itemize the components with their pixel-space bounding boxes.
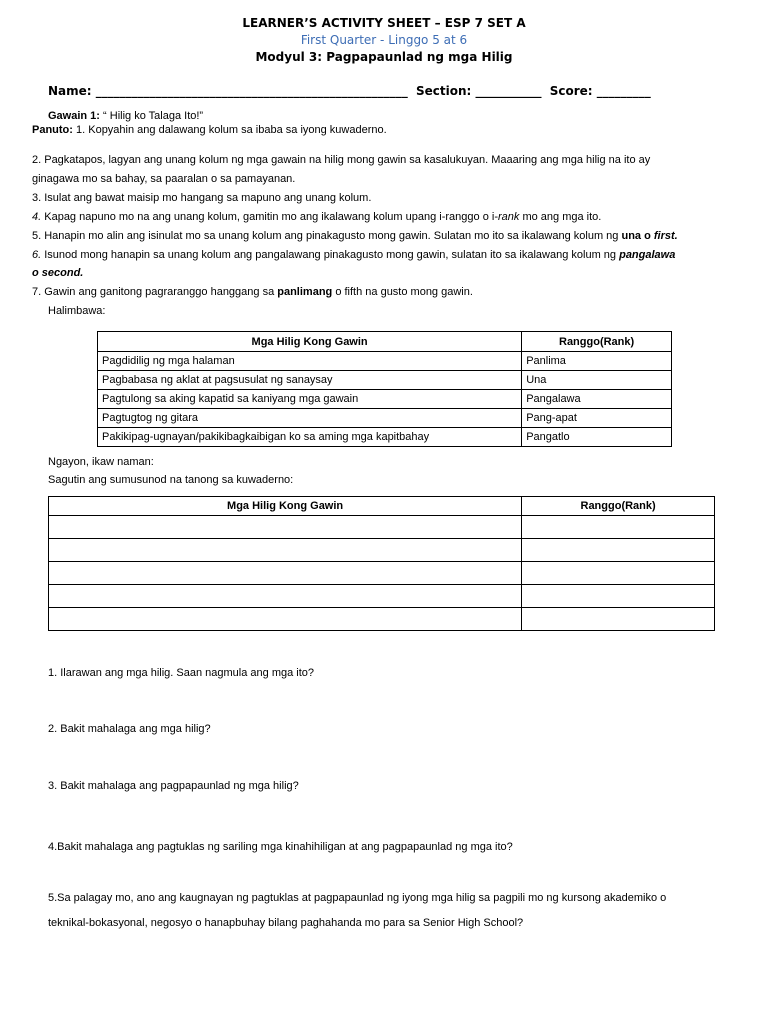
score-label: Score: — [549, 84, 593, 98]
halimbawa-label: Halimbawa: — [48, 305, 106, 317]
info-line — [48, 84, 651, 98]
gawain-heading — [48, 109, 203, 123]
column-header: Mga Hilig Kong Gawin — [98, 332, 522, 352]
worksheet-title: LEARNER’S ACTIVITY SHEET – ESP 7 SET A — [242, 16, 526, 30]
section-label: Section: — [415, 84, 472, 98]
panuto-text: 1. Kopyahin ang dalawang kolum sa ibaba sa iyong kuwaderno. — [72, 124, 387, 136]
hilig-answer-cell[interactable] — [49, 539, 522, 562]
panuto-label: Panuto: — [32, 124, 73, 136]
answer-table — [48, 496, 715, 631]
section-blank[interactable]: ___________ — [475, 84, 542, 98]
column-header: Mga Hilig Kong Gawin — [49, 497, 522, 516]
table-cell: Pagtugtog ng gitara — [98, 409, 522, 428]
answer-prompt: Sagutin ang sumusunod na tanong sa kuwaderno: — [48, 474, 294, 486]
table-row[interactable] — [49, 585, 715, 608]
quarter-subtitle: First Quarter - Linggo 5 at 6 — [300, 33, 468, 47]
question-5-line2: teknikal-bokasyonal, negosyo o hanapbuhay bilang paghahanda mo para sa Senior High School? — [48, 917, 524, 929]
name-blank[interactable]: ____________________________________________________ — [95, 84, 408, 98]
table-header-row — [98, 332, 672, 352]
name-label: Name: — [48, 84, 92, 98]
question-2: 2. Bakit mahalaga ang mga hilig? — [48, 723, 211, 735]
hilig-answer-cell[interactable] — [49, 608, 522, 631]
rank-answer-cell[interactable] — [522, 608, 715, 631]
table-cell: Pang-apat — [522, 409, 672, 428]
table-row — [98, 371, 672, 390]
table-cell: Pakikipag-ugnayan/pakikibagkaibigan ko sa aming mga kapitbahay — [98, 428, 522, 447]
instruction-3: 3. Isulat ang bawat maisip mo hangang sa mapuno ang unang kolum. — [32, 192, 372, 204]
table-header-row — [49, 497, 715, 516]
question-3: 3. Bakit mahalaga ang pagpapaunlad ng mga hilig? — [48, 780, 299, 792]
table-row[interactable] — [49, 562, 715, 585]
instruction-2-line2: ginagawa mo sa bahay, sa paaralan o sa pamayanan. — [32, 173, 296, 185]
rank-answer-cell[interactable] — [522, 585, 715, 608]
instruction-6-line2: o second. — [32, 267, 84, 279]
table-row[interactable] — [49, 608, 715, 631]
table-cell: Una — [522, 371, 672, 390]
module-title: Modyul 3: Pagpapaunlad ng mga Hilig — [255, 50, 513, 64]
hilig-answer-cell[interactable] — [49, 516, 522, 539]
instruction-5: 5. Hanapin mo alin ang isinulat mo sa unang kolum ang pinakagusto mong gawin. Sulatan mo ito sa ikalawang kolum ng una o first. — [32, 230, 678, 242]
now-you-label: Ngayon, ikaw naman: — [48, 456, 154, 468]
table-cell: Pagdidilig ng mga halaman — [98, 352, 522, 371]
rank-answer-cell[interactable] — [522, 539, 715, 562]
question-4: 4.Bakit mahalaga ang pagtuklas ng sariling mga kinahihiligan at ang pagpapaunlad ng mga ito? — [48, 841, 513, 853]
score-blank[interactable]: _________ — [596, 84, 651, 98]
table-row — [98, 352, 672, 371]
table-row — [98, 409, 672, 428]
gawain-title: “ Hilig ko Talaga Ito!” — [99, 110, 204, 122]
table-row — [98, 428, 672, 447]
instruction-2-line1: 2. Pagkatapos, lagyan ang unang kolum ng mga gawain na hilig mong gawin sa kasalukuyan. Maaaring ang mga hilig na ito ay — [32, 154, 651, 166]
table-cell: Pangalawa — [522, 390, 672, 409]
instruction-7: 7. Gawin ang ganitong pagraranggo hanggang sa panlimang o fifth na gusto mong gawin. — [32, 286, 473, 298]
column-header: Ranggo(Rank) — [522, 332, 672, 352]
table-cell: Panlima — [522, 352, 672, 371]
table-row[interactable] — [49, 516, 715, 539]
table-row[interactable] — [49, 539, 715, 562]
panuto-line — [32, 123, 387, 137]
rank-answer-cell[interactable] — [522, 562, 715, 585]
hilig-answer-cell[interactable] — [49, 562, 522, 585]
column-header: Ranggo(Rank) — [522, 497, 715, 516]
instruction-4: 4. Kapag napuno mo na ang unang kolum, gamitin mo ang ikalawang kolum upang i-ranggo o i-rank mo ang mga ito. — [32, 211, 602, 223]
rank-answer-cell[interactable] — [522, 516, 715, 539]
question-5-line1: 5.Sa palagay mo, ano ang kaugnayan ng pagtuklas at pagpapaunlad ng iyong mga hilig sa pagpili mo ng kursong akademiko o — [48, 892, 667, 904]
gawain-label: Gawain 1: — [48, 110, 100, 122]
table-row — [98, 390, 672, 409]
table-cell: Pangatlo — [522, 428, 672, 447]
hilig-answer-cell[interactable] — [49, 585, 522, 608]
instruction-6-line1: 6. Isunod mong hanapin sa unang kolum ang pangalawang pinakagusto mong gawin, sulatan ito sa ikalawang kolum ng pangalawa — [32, 249, 676, 261]
table-cell: Pagbabasa ng aklat at pagsusulat ng sanaysay — [98, 371, 522, 390]
example-table — [97, 331, 672, 447]
question-1: 1. Ilarawan ang mga hilig. Saan nagmula ang mga ito? — [48, 667, 315, 679]
table-cell: Pagtulong sa aking kapatid sa kaniyang mga gawain — [98, 390, 522, 409]
